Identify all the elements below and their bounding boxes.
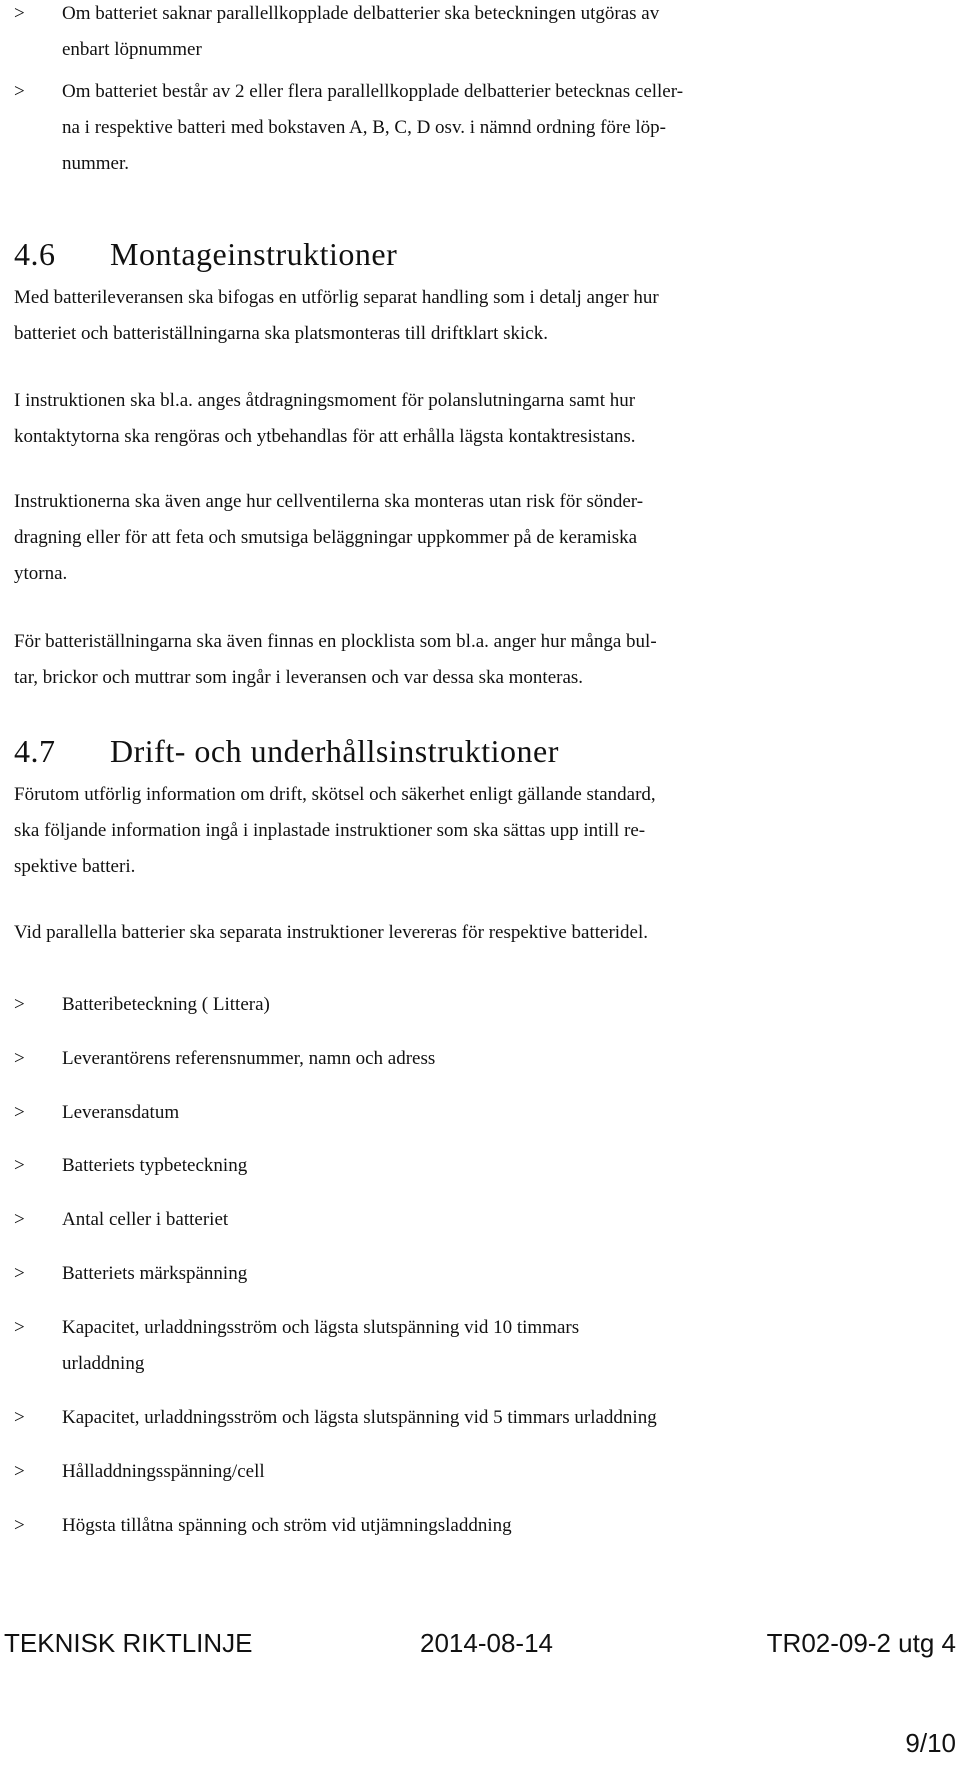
paragraph — [14, 624, 944, 696]
section-heading — [14, 234, 397, 274]
paragraph — [14, 915, 944, 951]
text-line: kontaktytorna ska rengöras och ytbehandlas för att erhålla lägsta kontaktresistans. — [14, 426, 636, 447]
bullet-marker: > — [14, 3, 25, 24]
text-line: Vid parallella batterier ska separata instruktioner levereras för respektive batteridel. — [14, 922, 649, 943]
text-line: tar, brickor och muttrar som ingår i leveransen och var dessa ska monteras. — [14, 667, 584, 688]
text-line: Antal celler i batteriet — [62, 1209, 229, 1230]
text-line: Kapacitet, urladdningsström och lägsta slutspänning vid 10 timmars — [62, 1317, 580, 1338]
text-line: Instruktionerna ska även ange hur cellventilerna ska monteras utan risk för sönder- — [14, 491, 644, 512]
list-item-text — [62, 1148, 942, 1184]
text-line: Batteriets märkspänning — [62, 1263, 248, 1284]
list-item-text — [62, 987, 942, 1023]
text-line: Förutom utförlig information om drift, skötsel och säkerhet enligt gällande standard, — [14, 784, 656, 805]
list-item-text — [62, 1095, 942, 1131]
bullet-marker: > — [14, 1317, 25, 1338]
bullet-marker: > — [14, 994, 25, 1015]
list-item-text — [62, 1256, 942, 1292]
bullet-marker: > — [14, 1461, 25, 1482]
list-item-text — [62, 1202, 942, 1238]
section-number: 4.7 — [14, 733, 56, 769]
list-item-text — [62, 1041, 942, 1077]
text-line: spektive batteri. — [14, 856, 136, 877]
paragraph — [14, 383, 944, 455]
text-line: Batteriets typbeteckning — [62, 1155, 248, 1176]
paragraph — [14, 280, 944, 352]
text-line: För batteriställningarna ska även finnas en plocklista som bl.a. anger hur många bul- — [14, 631, 657, 652]
text-line: nummer. — [62, 153, 130, 174]
bullet-marker: > — [14, 1155, 25, 1176]
text-line: Med batterileveransen ska bifogas en utförlig separat handling som i detalj anger hur — [14, 287, 659, 308]
bullet-marker: > — [14, 1048, 25, 1069]
footer-date: 2014-08-14 — [420, 1628, 553, 1658]
bullet-marker: > — [14, 1407, 25, 1428]
text-line: batteriet och batteriställningarna ska platsmonteras till driftklart skick. — [14, 323, 548, 344]
list-item-text — [62, 1508, 942, 1544]
text-line: Högsta tillåtna spänning och ström vid utjämningsladdning — [62, 1515, 512, 1536]
list-item-text — [62, 74, 942, 182]
text-line: Kapacitet, urladdningsström och lägsta slutspänning vid 5 timmars urladdning — [62, 1407, 657, 1428]
page-number: 9/10 — [905, 1728, 956, 1758]
bullet-marker: > — [14, 1209, 25, 1230]
section-title: Drift- och underhållsinstruktioner — [110, 733, 559, 769]
text-line: dragning eller för att feta och smutsiga beläggningar uppkommer på de keramiska — [14, 527, 638, 548]
text-line: ska följande information ingå i inplastade instruktioner som ska sättas upp intill re- — [14, 820, 646, 841]
footer-doc-type: TEKNISK RIKTLINJE — [4, 1628, 253, 1658]
text-line: na i respektive batteri med bokstaven A, B, C, D osv. i nämnd ordning före löp- — [62, 117, 667, 138]
text-line: enbart löpnummer — [62, 39, 202, 60]
bullet-marker: > — [14, 1515, 25, 1536]
paragraph — [14, 484, 944, 592]
text-line: Leveransdatum — [62, 1102, 180, 1123]
section-number: 4.6 — [14, 236, 56, 272]
bullet-marker: > — [14, 1102, 25, 1123]
bullet-marker: > — [14, 1263, 25, 1284]
footer-doc-id: TR02-09-2 utg 4 — [766, 1628, 956, 1658]
text-line: Hålladdningsspänning/cell — [62, 1461, 265, 1482]
text-line: Om batteriet består av 2 eller flera parallellkopplade delbatterier betecknas celler- — [62, 81, 684, 102]
text-line: I instruktionen ska bl.a. anges åtdragningsmoment för polanslutningarna samt hur — [14, 390, 636, 411]
section-title: Montageinstruktioner — [110, 236, 398, 272]
text-line: ytorna. — [14, 563, 68, 584]
paragraph — [14, 777, 944, 885]
list-item-text — [62, 1454, 942, 1490]
list-item-text — [62, 0, 942, 68]
text-line: urladdning — [62, 1353, 145, 1374]
bullet-marker: > — [14, 81, 25, 102]
section-heading — [14, 731, 559, 771]
text-line: Om batteriet saknar parallellkopplade delbatterier ska beteckningen utgöras av — [62, 3, 660, 24]
page-footer — [0, 1628, 960, 1668]
list-item-text — [62, 1310, 942, 1382]
text-line: Leverantörens referensnummer, namn och adress — [62, 1048, 436, 1069]
text-line: Batteribeteckning ( Littera) — [62, 994, 270, 1015]
list-item-text — [62, 1400, 942, 1436]
